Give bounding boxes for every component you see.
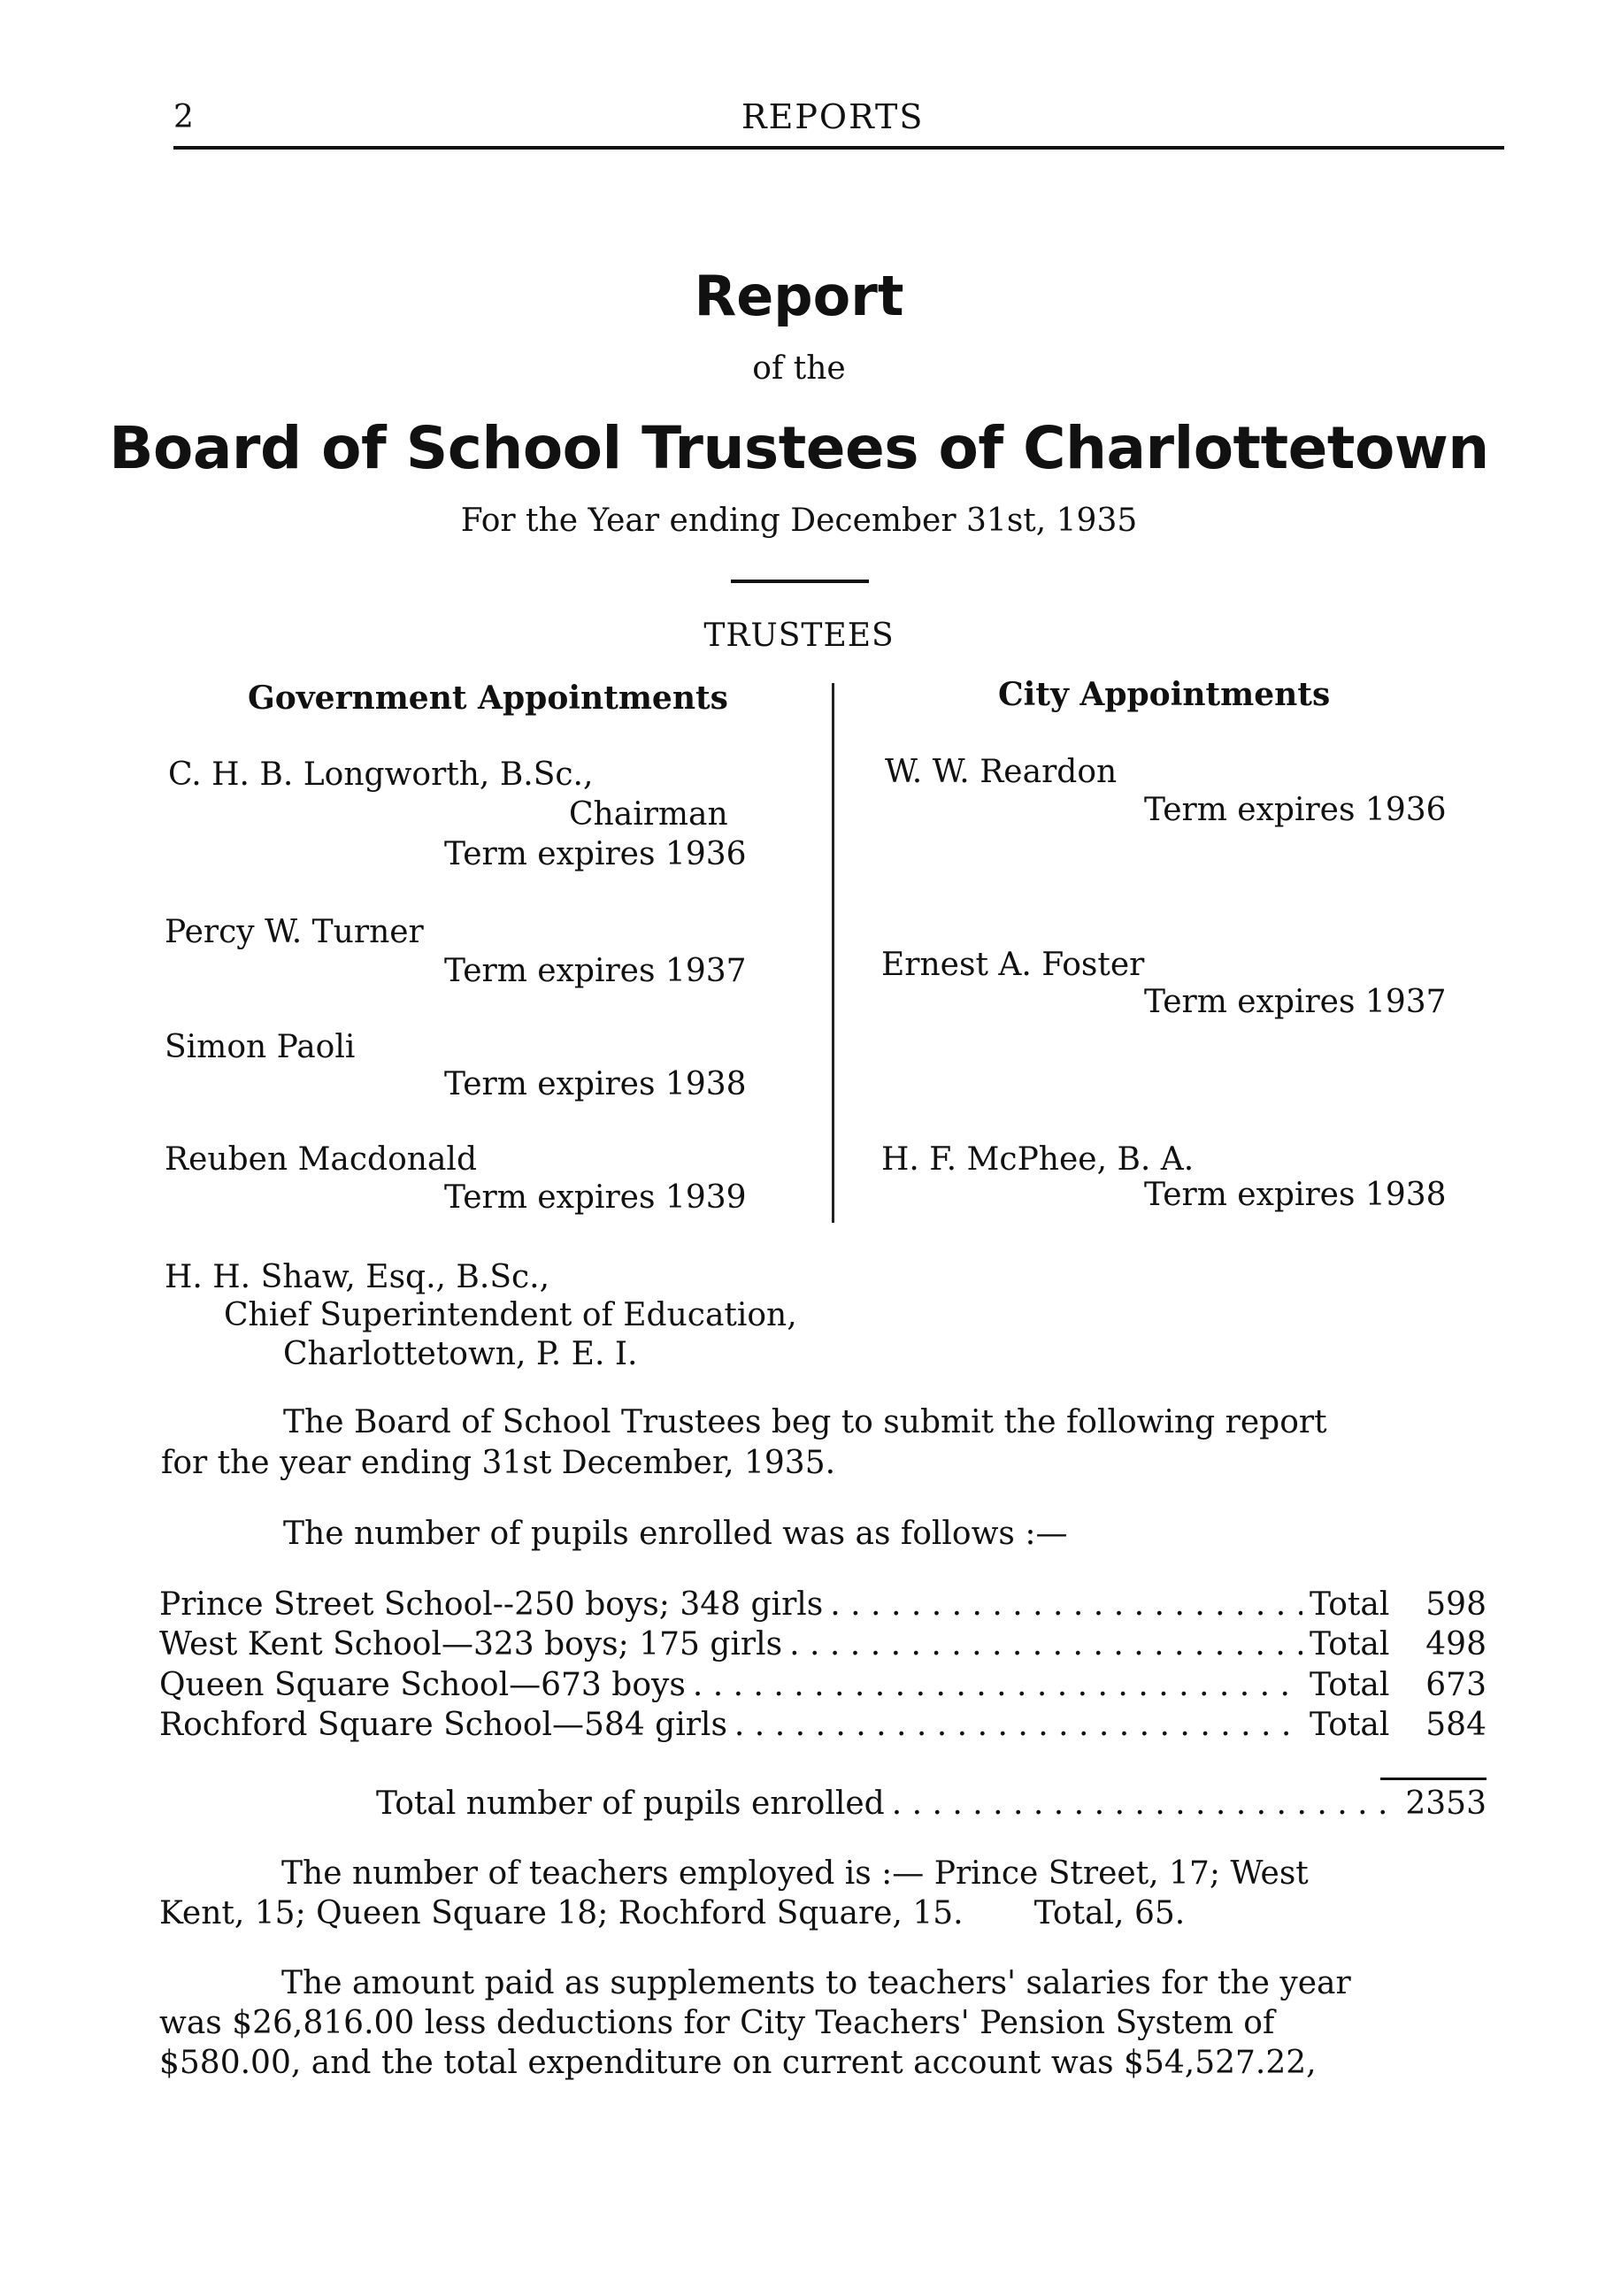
- total-value: 584: [1425, 1707, 1487, 1743]
- grand-total-row: [376, 1785, 1487, 1822]
- leader-dots: [693, 1667, 1302, 1703]
- title-rule: [731, 580, 869, 583]
- teachers-paragraph-line: Kent, 15; Queen Square 18; Rochford Square, 15. Total, 65.: [159, 1895, 1186, 1931]
- trustee-term: Term expires 1936: [1144, 792, 1447, 828]
- salary-paragraph-line: was $26,816.00 less deductions for City Teachers' Pension System of: [159, 2005, 1275, 2041]
- trustee-term: Term expires 1939: [444, 1179, 747, 1216]
- leader-dots: [830, 1586, 1302, 1623]
- trustee-name: Percy W. Turner: [165, 914, 424, 950]
- addressee-name: H. H. Shaw, Esq., B.Sc.,: [165, 1259, 550, 1295]
- title-of-the: of the: [752, 350, 846, 387]
- total-label: Total: [1310, 1707, 1390, 1743]
- salary-paragraph-line: $580.00, and the total expenditure on current account was $54,527.22,: [159, 2045, 1317, 2081]
- trustee-name: W. W. Reardon: [885, 754, 1118, 790]
- column-divider: [832, 683, 834, 1223]
- report-year-line: For the Year ending December 31st, 1935: [460, 503, 1138, 539]
- total-label: Total: [1310, 1586, 1390, 1623]
- total-value: 673: [1425, 1667, 1487, 1703]
- trustees-heading: TRUSTEES: [703, 618, 895, 654]
- report-title: Report: [694, 264, 904, 328]
- school-label: Rochford Square School—584 girls: [159, 1707, 727, 1743]
- total-label: Total: [1310, 1667, 1390, 1703]
- school-label: Prince Street School--250 boys; 348 girls: [159, 1586, 824, 1623]
- school-label: West Kent School—323 boys; 175 girls: [159, 1626, 783, 1662]
- grand-total-value: 2353: [1405, 1785, 1487, 1822]
- enrollment-intro: The number of pupils enrolled was as follows :—: [283, 1516, 1068, 1552]
- salary-paragraph-line: The amount paid as supplements to teachers' salaries for the year: [281, 1965, 1351, 2001]
- trustee-term: Term expires 1938: [444, 1066, 747, 1102]
- school-label: Queen Square School—673 boys: [159, 1667, 686, 1703]
- page-number: 2: [173, 99, 194, 135]
- header-rule: [173, 146, 1504, 150]
- enrollment-row: [159, 1626, 1487, 1662]
- grand-total-label: Total number of pupils enrolled: [376, 1785, 885, 1822]
- trustee-name: C. H. B. Longworth, B.Sc.,: [168, 756, 594, 793]
- trustee-term: Term expires 1938: [1144, 1177, 1447, 1213]
- trustee-term: Term expires 1937: [444, 953, 747, 989]
- intro-paragraph-line: for the year ending 31st December, 1935.: [161, 1445, 836, 1481]
- government-appointments-heading: Government Appointments: [248, 680, 728, 717]
- enrollment-row: [159, 1707, 1487, 1743]
- total-value: 498: [1425, 1626, 1487, 1662]
- running-title: REPORTS: [741, 97, 925, 136]
- leader-dots: [734, 1707, 1302, 1743]
- total-label: Total: [1310, 1626, 1390, 1662]
- trustee-name: H. F. McPhee, B. A.: [881, 1141, 1195, 1178]
- board-title: Board of School Trustees of Charlottetown: [109, 414, 1489, 482]
- trustee-name: Reuben Macdonald: [165, 1141, 477, 1178]
- intro-paragraph-line: The Board of School Trustees beg to submit the following report: [283, 1404, 1327, 1440]
- teachers-paragraph-line: The number of teachers employed is :— Prince Street, 17; West: [281, 1855, 1309, 1892]
- enrollment-row: [159, 1586, 1487, 1623]
- addressee-title: Chief Superintendent of Education,: [224, 1297, 797, 1333]
- trustee-term: Term expires 1936: [444, 836, 747, 872]
- addressee-location: Charlottetown, P. E. I.: [283, 1336, 638, 1372]
- trustee-name: Ernest A. Foster: [881, 947, 1145, 983]
- leader-dots: [892, 1785, 1391, 1822]
- trustee-name: Simon Paoli: [165, 1029, 356, 1065]
- trustee-term: Term expires 1937: [1144, 984, 1447, 1020]
- sum-rule: [1380, 1778, 1487, 1780]
- leader-dots: [789, 1626, 1302, 1662]
- city-appointments-heading: City Appointments: [998, 676, 1331, 713]
- enrollment-row: [159, 1667, 1487, 1703]
- total-value: 598: [1425, 1586, 1487, 1623]
- trustee-role: Chairman: [569, 796, 728, 833]
